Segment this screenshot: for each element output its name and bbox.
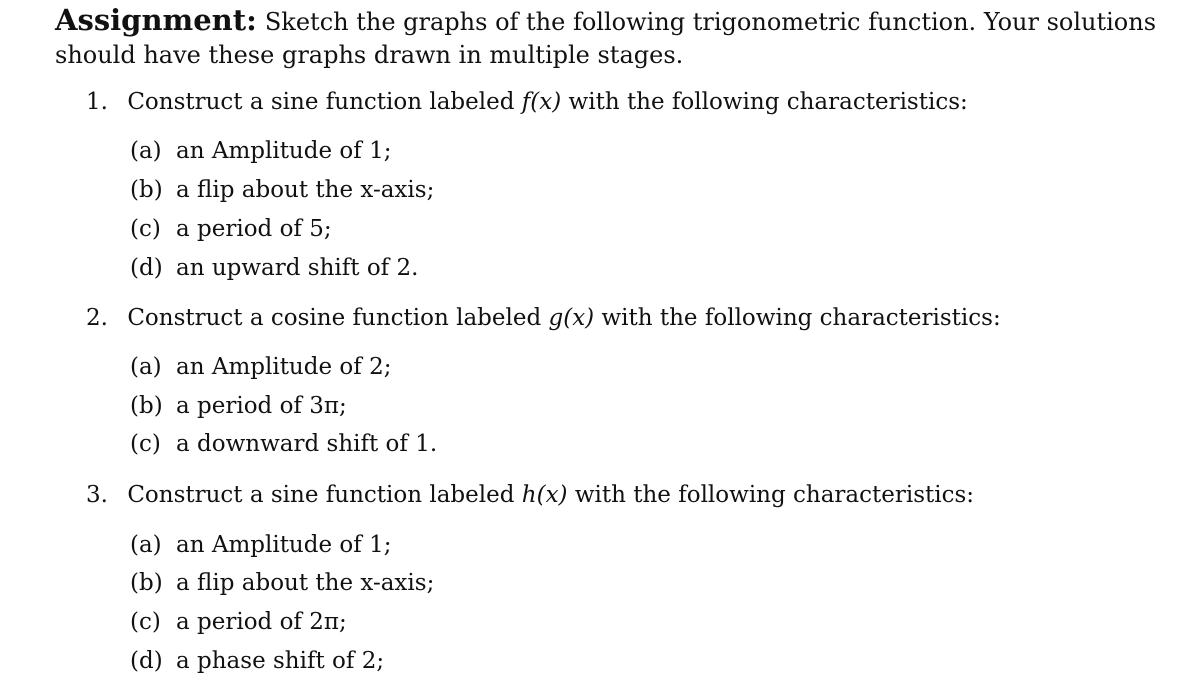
subitem-label: (d) [130, 648, 163, 674]
subitem-label: (b) [130, 177, 163, 203]
assignment-intro [55, 4, 1165, 72]
subitem-text: a period of 2π; [176, 609, 347, 635]
subitem-label: (c) [130, 431, 161, 457]
item-3-subitem-c [130, 607, 347, 637]
item-number: 3. [86, 482, 108, 508]
item-1-subitem-a [130, 136, 391, 166]
item-text-after: with the following characteristics: [601, 305, 1001, 331]
item-number: 1. [86, 89, 108, 115]
subitem-text: a downward shift of 1. [176, 431, 438, 457]
subitem-text: an upward shift of 2. [176, 255, 419, 281]
subitem-label: (c) [130, 609, 161, 635]
item-function-label: g(x) [548, 305, 595, 331]
item-1-subitem-c [130, 214, 332, 244]
subitem-text: an Amplitude of 1; [176, 532, 392, 558]
subitem-label: (c) [130, 216, 161, 242]
subitem-text: a period of 3π; [176, 393, 347, 419]
item-number: 2. [86, 305, 108, 331]
assignment-heading: Assignment: [55, 3, 257, 37]
item-text-after: with the following characteristics: [568, 89, 968, 115]
item-1-subitem-d [130, 253, 418, 283]
subitem-label: (a) [130, 532, 162, 558]
item-function-label: h(x) [521, 482, 568, 508]
subitem-text: a flip about the x-axis; [176, 570, 435, 596]
subitem-text: a flip about the x-axis; [176, 177, 435, 203]
assignment-intro-text: Sketch the graphs of the following trigonometric function. Your solutions should have these graphs drawn in multiple stages. [55, 8, 1157, 69]
item-text-before: Construct a sine function labeled [127, 89, 515, 115]
subitem-text: a phase shift of 2; [176, 648, 385, 674]
item-1 [86, 87, 968, 117]
subitem-label: (b) [130, 570, 163, 596]
item-2-subitem-a [130, 352, 391, 382]
item-text-before: Construct a cosine function labeled [127, 305, 542, 331]
item-text-before: Construct a sine function labeled [127, 482, 515, 508]
item-2-subitem-b [130, 391, 347, 421]
item-2 [86, 303, 1001, 333]
subitem-text: an Amplitude of 1; [176, 138, 392, 164]
item-text-after: with the following characteristics: [574, 482, 975, 508]
item-3-subitem-a [130, 530, 391, 560]
item-3-subitem-b [130, 568, 434, 598]
item-1-subitem-b [130, 175, 434, 205]
subitem-label: (d) [130, 255, 163, 281]
subitem-text: a period of 5; [176, 216, 332, 242]
subitem-label: (b) [130, 393, 163, 419]
subitem-text: an Amplitude of 2; [176, 354, 392, 380]
subitem-label: (a) [130, 354, 162, 380]
item-3 [86, 480, 974, 510]
item-function-label: f(x) [521, 89, 562, 115]
subitem-label: (a) [130, 138, 162, 164]
item-2-subitem-c [130, 429, 437, 459]
item-3-subitem-d [130, 646, 384, 676]
